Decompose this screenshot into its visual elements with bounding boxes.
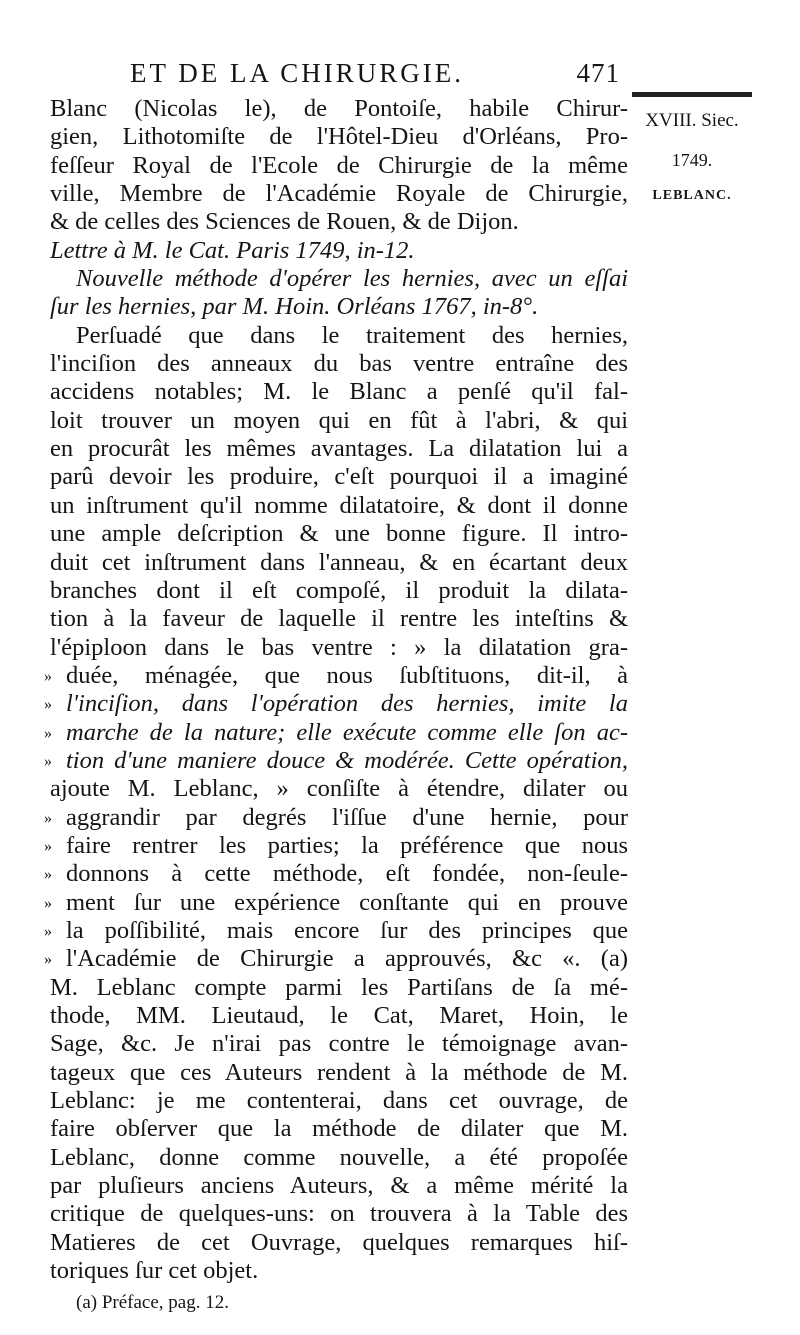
text-line: M. Leblanc compte parmi les Partiſans de ſa mé- — [50, 973, 628, 1001]
text-line: duit cet inſtrument dans l'anneau, & en écartant deux — [50, 548, 628, 576]
text-line: en procurât les mêmes avantages. La dilatation lui a — [50, 435, 628, 463]
running-title: ET DE LA CHIRURGIE. — [130, 58, 464, 88]
page-header — [130, 58, 630, 92]
text-line: une ample deſcription & une bonne figure. Il intro- — [50, 520, 628, 548]
quote-mark: » — [44, 724, 52, 742]
quote-mark: » — [44, 922, 52, 940]
text-line: l'inciſion, dans l'opération des hernies, imite la — [66, 690, 628, 718]
text-line: tageux que ces Auteurs rendent à la méthode de M. — [50, 1058, 628, 1086]
quote-mark: » — [44, 837, 52, 855]
margin-year: 1749. — [671, 150, 713, 170]
text-line: thode, MM. Lieutaud, le Cat, Maret, Hoin, le — [50, 1002, 628, 1029]
quote-mark: » — [44, 866, 52, 884]
text-line: ville, Membre de l'Académie Royale de Chirurgie, — [50, 180, 628, 208]
text-line: faire obſerver que la méthode de dilater que M. — [50, 1115, 628, 1143]
quote-mark: » — [44, 667, 52, 685]
text-line: aggrandir par degrés l'iſſue d'une hernie, pour — [66, 803, 628, 831]
text-line: l'épiploon dans le bas ventre : » la dilatation gra- — [50, 633, 628, 661]
text-line: donnons à cette méthode, eſt fondée, non-ſeule- — [66, 860, 628, 888]
text-line: Nouvelle méthode d'opérer les hernies, avec un eſſai — [76, 265, 628, 293]
text-line: faire rentrer les parties; la préférence que nous — [66, 831, 628, 859]
text-line: la poſſibilité, mais encore ſur des principes que — [66, 916, 628, 944]
text-line: tion d'une maniere douce & modérée. Cette opération, — [66, 746, 628, 774]
text-line: Sage, &c. Je n'irai pas contre le témoignage avan- — [50, 1030, 628, 1058]
quote-mark: » — [44, 809, 52, 827]
text-line: branches dont il eſt compoſé, il produit la dilata- — [50, 576, 628, 604]
text-line: Matieres de cet Ouvrage, quelques remarques hiſ- — [50, 1228, 628, 1256]
text-line: un inſtrument qu'il nomme dilatatoire, & dont il donne — [50, 491, 628, 519]
text-line: Leblanc, donne comme nouvelle, a été propoſée — [50, 1143, 628, 1171]
text-line: tion à la faveur de laquelle il rentre les inteſtins & — [50, 605, 628, 633]
quote-mark: » — [44, 951, 52, 969]
text-line: parû devoir les produire, c'eſt pourquoi il a imaginé — [50, 463, 628, 491]
quote-mark: » — [44, 696, 52, 714]
quote-mark: » — [44, 894, 52, 912]
text-line: l'Académie de Chirurgie a approuvés, &c «. (a) — [66, 945, 628, 973]
text-line: ajoute M. Leblanc, » conſiſte à étendre, dilater ou — [50, 775, 628, 803]
footnote: (a) Préface, pag. 12. — [76, 1292, 229, 1313]
text-line: duée, ménagée, que nous ſubſtituons, dit-il, à — [66, 661, 628, 689]
text-line: Lettre à M. le Cat. Paris 1749, in-12. — [50, 236, 415, 264]
text-line: Perſuadé que dans le traitement des hernies, — [76, 321, 628, 349]
text-line: toriques ſur cet objet. — [50, 1257, 259, 1285]
text-line: Leblanc: je me contenterai, dans cet ouvrage, de — [50, 1087, 628, 1115]
text-line: critique de quelques-uns: on trouvera à la Table des — [50, 1200, 628, 1228]
text-line: marche de la nature; elle exécute comme elle ſon ac- — [66, 718, 628, 746]
text-line: Blanc (Nicolas le), de Pontoiſe, habile Chirur- — [50, 95, 628, 122]
text-line: ſur les hernies, par M. Hoin. Orléans 1767, in-8°. — [50, 293, 539, 321]
text-line: l'inciſion des anneaux du bas ventre entraîne des — [50, 350, 628, 378]
text-line: loit trouver un moyen qui en fût à l'abri, & qui — [50, 406, 628, 434]
text-line: gien, Lithotomiſte de l'Hôtel-Dieu d'Orléans, Pro- — [50, 123, 628, 151]
text-line: & de celles des Sciences de Rouen, & de Dijon. — [50, 208, 519, 236]
body-text — [44, 95, 628, 1285]
text-line: accidens notables; M. le Blanc a penſé qu'il fal- — [50, 378, 628, 406]
margin-author-name: LEBLANC. — [652, 188, 732, 203]
margin-century: XVIII. Siec. — [645, 110, 739, 131]
margin-rule — [632, 92, 752, 97]
text-line: feſſeur Royal de l'Ecole de Chirurgie de la même — [50, 151, 628, 179]
page-number: 471 — [576, 58, 620, 88]
quote-mark: » — [44, 752, 52, 770]
text-line: ment ſur une expérience conſtante qui en prouve — [66, 888, 628, 916]
text-line: par pluſieurs anciens Auteurs, & a même mérité la — [50, 1172, 628, 1200]
